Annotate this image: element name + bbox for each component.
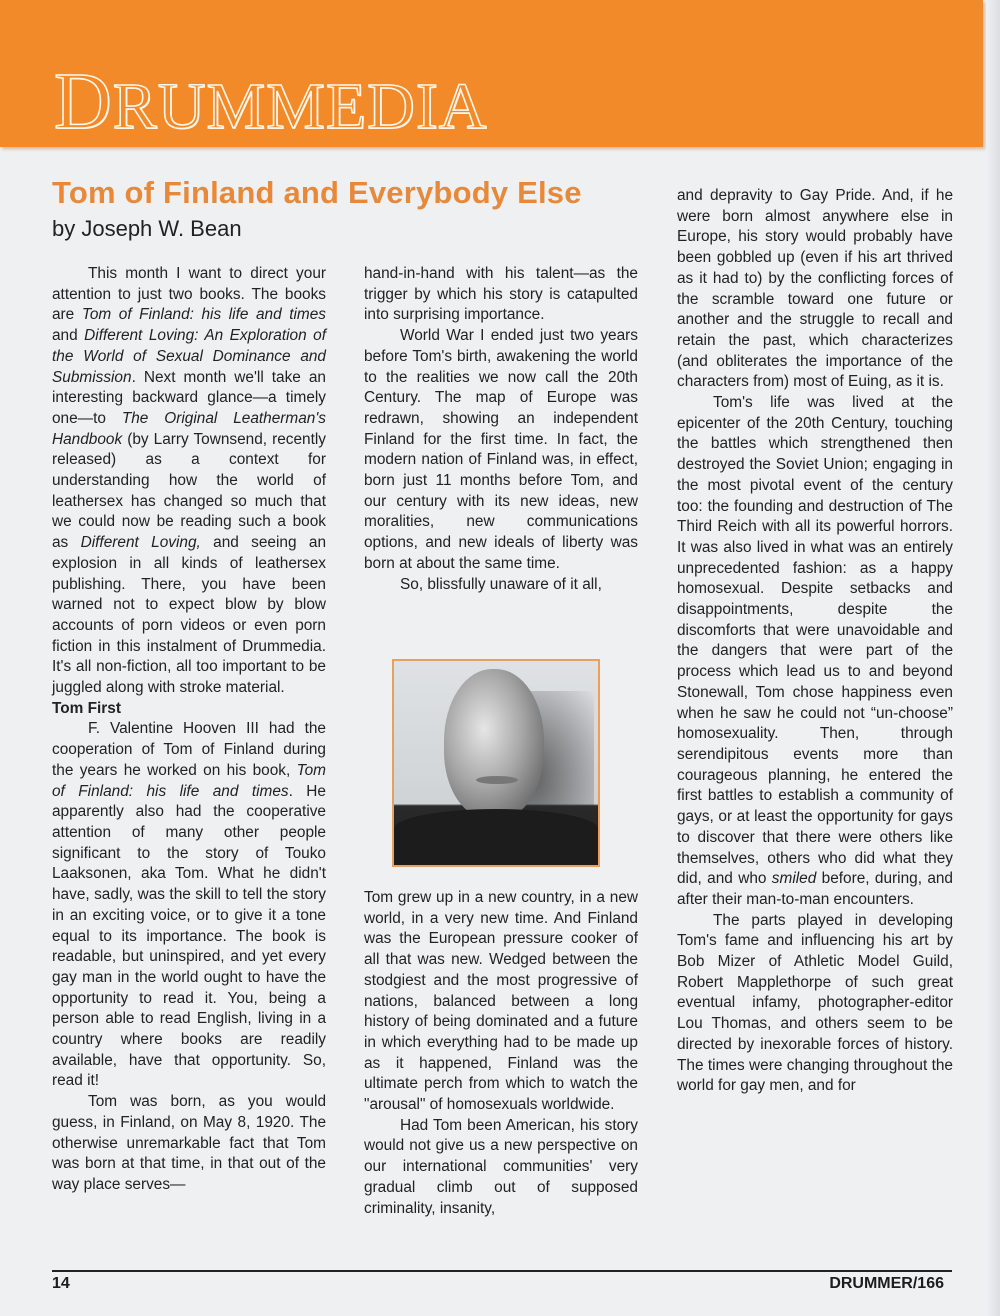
paragraph: World War I ended just two years before Tom's birth, awakening the world to the realities we now call the 20th Century. The map of Europe was redrawn, showing an independent Finland for the first time. In fact, the modern nation of Finland was, in effect, born just 11 months before Tom, and our century with its new ideas, new moralities, new communications options, and new ideals of liberty was born at about the same time. <box>364 327 638 572</box>
title-rest: RUMMEDIA <box>112 70 488 143</box>
paragraph: Had Tom been American, his story would not give us a new perspective on our international communities' very gradual climb out of supposed criminality, insanity, <box>364 1116 638 1217</box>
column-2-bottom <box>364 888 638 1219</box>
paragraph: This month I want to direct your attention to just two books. The books are Tom of Finland: his life and times and Different Loving: An Exploration of the World of Sexual Dominance and Submission. Next month we'll take an interesting backward glance—a timely one—to The Original Leatherman's Handbook (by Larry Townsend, recently released) as a context for understanding how the world of leathersex has changed so much that we could now be reading such a book as Different Loving, and seeing an explosion in all kinds of leathersex publishing. There, you have been warned not to expect blow by blow accounts of porn videos or even porn fiction in this instalment of Drummedia. It's all non-fiction, all too important to be juggled along with stroke material. <box>52 265 327 697</box>
page-number: 14 <box>52 1275 70 1292</box>
section-title <box>54 58 488 147</box>
paragraph: The parts played in developing Tom's fame and influencing his art by Bob Mizer of Athletic Model Guild, Robert Mapplethorpe of such great eventual infamy, photographer-editor Lou Thomas, and others seem to be directed by inexorable forces of history. The times were changing throughout the world for gay men, and for <box>677 911 953 1095</box>
paragraph: Tom was born, as you would guess, in Finland, on May 8, 1920. The otherwise unremarkable fact that Tom was born at that time, in that out of the way place serves— <box>52 1093 326 1193</box>
article-title: Tom of Finland and Everybody Else <box>52 175 582 210</box>
subhead: Tom First <box>52 699 121 717</box>
footer-rule <box>52 1270 952 1272</box>
section-banner <box>0 0 983 147</box>
paragraph: So, blissfully unaware of it all, <box>400 575 602 593</box>
column-1 <box>52 264 326 1196</box>
paragraph: hand-in-hand with his talent—as the trigger by which his story is catapulted into surprising importance. <box>364 265 638 324</box>
paragraph: Tom grew up in a new country, in a new world, in a very new time. And Finland was the European pressure cooker of all that was new. Wedged between the stodgiest and the most progressive of nations, balanced between a long history of being dominated and a future in which everything had to be made up as it happened, Finland was the ultimate perch from which to watch the "arousal" of homosexuals worldwide. <box>364 889 638 1114</box>
title-initial: D <box>54 58 113 146</box>
column-2-top <box>364 264 638 595</box>
paragraph: Tom's life was lived at the epicenter of the 20th Century, touching the battles which strengthened then destroyed the Soviet Union; engaging in the most pivotal event of the century too: the founding and destruction of The Third Reich with all its powerful horrors. It was also lived in what was an entirely unprecedented fashion: as a happy homosexual. Despite setbacks and disappointments, despite the discomforts that were unavoidable and the dangers that were part of the process which lead us to and beyond Stonewall, Tom chose happiness even when he saw he could not “un-choose” homosexuality. Then, through serendipitous events more than courageous planning, he entered the first battles to establish a community of gays, or at least the opportunity for gays to discover that there were others like themselves, others who did what they did, and who smiled before, during, and after their man-to-man encounters. <box>677 394 953 908</box>
byline: by Joseph W. Bean <box>52 216 242 241</box>
column-3 <box>677 186 953 1097</box>
page-edge <box>986 0 1000 1316</box>
issue-label: DRUMMER/166 <box>829 1275 944 1292</box>
paragraph: and depravity to Gay Pride. And, if he were born almost anywhere else in Europe, his story would probably have been gobbled up (even if his art thrived as it had to) by the conflicting forces of the scramble toward one future or another and the struggle to recall and retain the past, which characterizes (and obliterates the importance of the characters from) most of Euing, as it is. <box>677 187 953 391</box>
paragraph: F. Valentine Hooven III had the cooperation of Tom of Finland during the years he worked on his book, Tom of Finland: his life and times. He apparently also had the cooperative attention of many other people significant to the story of Touko Laaksonen, aka Tom. What he didn't have, sadly, was the skill to tell the story in an exciting voice, or to give it a tone equal to its importance. The book is readable, but uninspired, and yet every gay man in the world ought to have the opportunity to read it. You, being a person able to read English, living in a country where books are readily available, have that opportunity. So, read it! <box>52 720 326 1090</box>
portrait-photo <box>392 659 600 867</box>
